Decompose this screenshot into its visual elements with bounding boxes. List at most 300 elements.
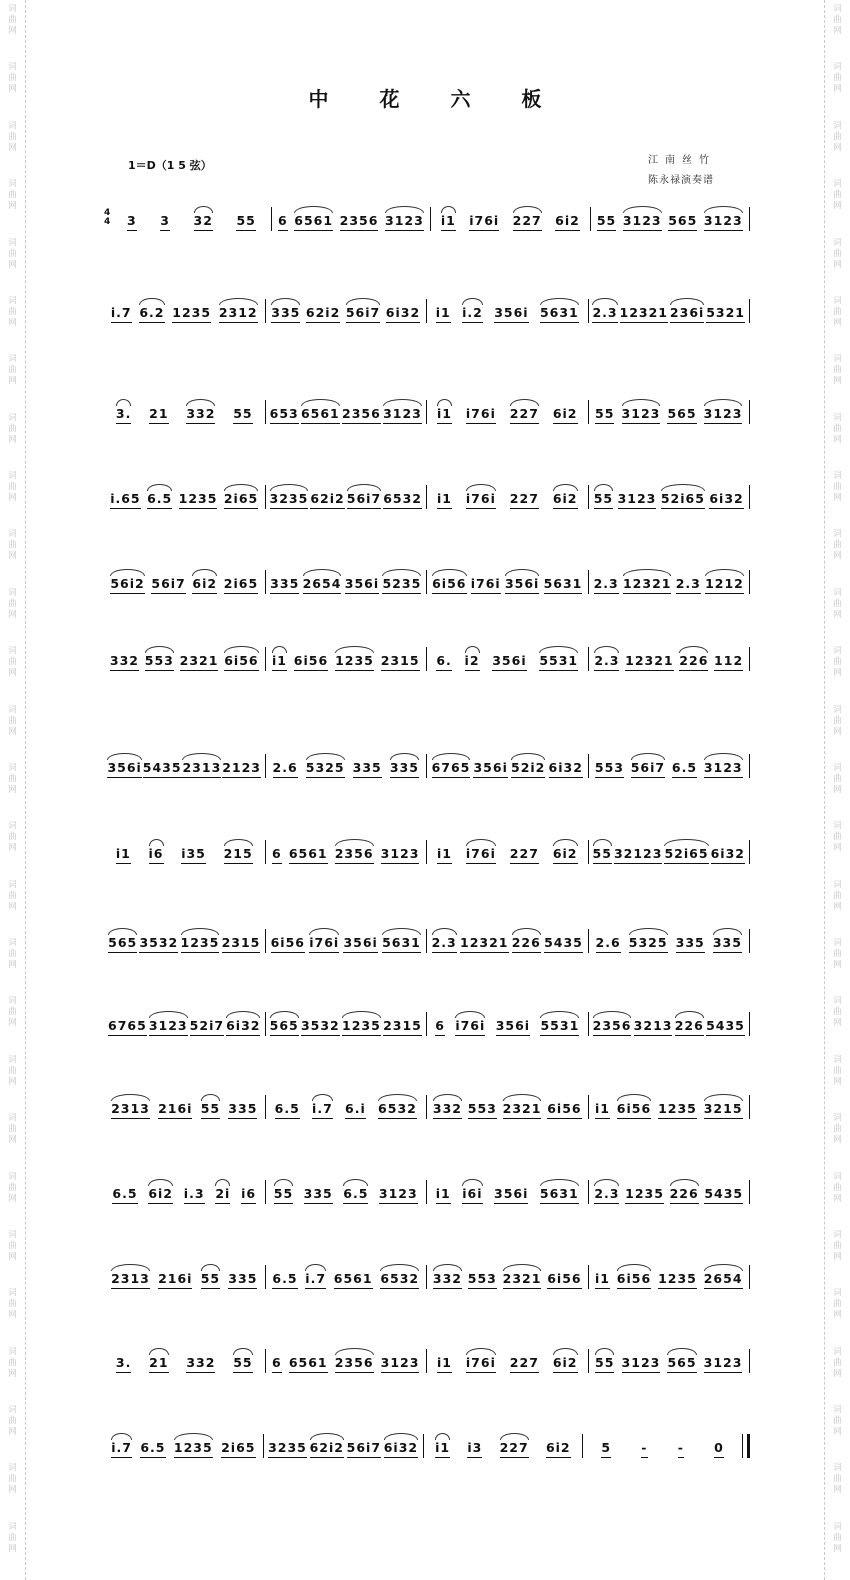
slur-mark <box>294 206 333 213</box>
slur-mark <box>594 1179 619 1186</box>
score-title: 中 花 六 板 <box>308 87 564 111</box>
beat-group <box>236 203 255 231</box>
beat-group <box>382 925 421 953</box>
beat-group <box>512 925 541 953</box>
beat-group <box>110 481 140 509</box>
watermark-mark: 词 曲 网 <box>8 295 17 328</box>
note-group: 5235 <box>382 576 421 594</box>
beat-group <box>303 566 342 594</box>
beat-group <box>704 203 743 231</box>
note-group: 5435 <box>544 935 583 953</box>
slur-mark <box>510 399 539 406</box>
watermark-mark: 词 曲 网 <box>833 237 842 270</box>
note-group: 3123 <box>622 406 661 424</box>
watermark-mark: 词 曲 网 <box>833 996 842 1029</box>
beat-group <box>335 643 374 671</box>
slur-mark <box>382 569 421 576</box>
measure <box>589 645 750 671</box>
slur-mark <box>149 1348 168 1355</box>
score-line <box>104 1093 750 1119</box>
note-group: i1 <box>116 846 131 864</box>
beat-group <box>511 750 545 778</box>
beat-group <box>111 1430 132 1458</box>
note-group: 335 <box>713 935 742 953</box>
beat-group <box>466 836 496 864</box>
beat-group <box>676 566 701 594</box>
barline <box>749 570 750 594</box>
note-group: 2.3 <box>432 935 457 953</box>
slur-mark <box>661 484 705 491</box>
beat-group <box>182 750 221 778</box>
beat-group <box>595 750 624 778</box>
note-group: 6i32 <box>384 1440 418 1458</box>
measure <box>589 1010 750 1036</box>
note-group: 1235 <box>658 1101 697 1119</box>
watermark-mark: 词 曲 网 <box>833 762 842 795</box>
note-group: 565 <box>667 406 696 424</box>
note-group: 3123 <box>383 406 422 424</box>
barline <box>749 647 750 671</box>
note-group: 3123 <box>381 846 420 864</box>
watermark-mark: 词 曲 网 <box>8 354 17 387</box>
watermark-mark: 词 曲 网 <box>8 704 17 737</box>
beat-group <box>224 481 258 509</box>
barline <box>749 1095 750 1119</box>
note-group: 3. <box>116 1355 131 1373</box>
beat-group <box>467 1430 482 1458</box>
beat-group <box>272 643 287 671</box>
note-group: 62i2 <box>310 1440 344 1458</box>
note-group: 226 <box>675 1018 704 1036</box>
beat-group <box>224 836 253 864</box>
note-group: 335 <box>271 305 300 323</box>
watermark-mark: 词 曲 网 <box>833 295 842 328</box>
note-group: i.7 <box>111 1440 132 1458</box>
note-group: 2.3 <box>592 305 617 323</box>
note-group: 6i32 <box>226 1018 260 1036</box>
note-group: 2321 <box>503 1101 542 1119</box>
beat-group <box>510 481 539 509</box>
note-group: 6.5 <box>140 1440 165 1458</box>
slur-mark <box>592 298 617 305</box>
measure <box>266 568 427 594</box>
note-group: 5531 <box>539 653 578 671</box>
slur-mark <box>432 753 471 760</box>
note-group: 55 <box>236 213 255 231</box>
slur-mark <box>378 1094 417 1101</box>
note-group: i76i <box>466 846 496 864</box>
watermark-mark: 词 曲 网 <box>8 62 17 95</box>
beat-group <box>224 566 258 594</box>
watermark-mark: 词 曲 网 <box>8 529 17 562</box>
note-group: i76i <box>455 1018 485 1036</box>
slur-mark <box>594 646 619 653</box>
note-group: 356i <box>494 305 528 323</box>
beat-group <box>241 1176 256 1204</box>
beat-group <box>547 1091 581 1119</box>
note-group: 227 <box>510 491 539 509</box>
slur-mark <box>192 569 217 576</box>
watermark-mark: 词 曲 网 <box>8 1054 17 1087</box>
beat-group <box>228 1091 257 1119</box>
note-group: 6i2 <box>555 213 580 231</box>
note-group: i1 <box>437 1355 452 1373</box>
note-group: 553 <box>595 760 624 778</box>
watermark-mark: 词 曲 网 <box>833 1463 842 1496</box>
slur-mark <box>594 484 613 491</box>
note-group: 335 <box>390 760 419 778</box>
beat-group <box>272 1261 297 1289</box>
measure <box>589 1347 750 1373</box>
slur-mark <box>553 484 578 491</box>
note-group: 12321 <box>623 576 672 594</box>
note-group: 56i7 <box>347 1440 381 1458</box>
measure <box>427 1263 588 1289</box>
slur-mark <box>433 1264 462 1271</box>
note-group: i76i <box>309 935 339 953</box>
beat-group <box>140 1430 165 1458</box>
slur-mark <box>465 646 480 653</box>
note-group: i3 <box>467 1440 482 1458</box>
key-signature: 1＝D（1 5 弦） <box>128 159 212 172</box>
beat-group <box>629 925 668 953</box>
note-group: 3532 <box>301 1018 340 1036</box>
beat-group <box>553 396 578 424</box>
slur-mark <box>466 1348 496 1355</box>
beat-group <box>704 396 743 424</box>
beat-group <box>270 396 299 424</box>
note-group: 1235 <box>335 653 374 671</box>
beat-group <box>469 203 499 231</box>
beat-group <box>149 1345 168 1373</box>
barline <box>749 754 750 778</box>
note-group: 2315 <box>383 1018 422 1036</box>
beat-group <box>592 295 617 323</box>
note-group: 12321 <box>620 305 669 323</box>
beat-group <box>597 203 616 231</box>
watermark-mark: 词 曲 网 <box>833 704 842 737</box>
note-group: 3123 <box>623 213 662 231</box>
beat-group <box>111 1091 150 1119</box>
note-group: 3123 <box>379 1186 418 1204</box>
slur-mark <box>301 399 340 406</box>
note-group: 5631 <box>540 305 579 323</box>
note-group: 6561 <box>301 406 340 424</box>
beat-group <box>345 1091 366 1119</box>
final-barline <box>742 1434 750 1458</box>
beat-group <box>116 836 131 864</box>
beat-group <box>353 750 382 778</box>
note-group: 6. <box>436 653 451 671</box>
beat-group <box>553 481 578 509</box>
slur-mark <box>271 298 300 305</box>
note-group: 6765 <box>432 760 471 778</box>
slur-mark <box>382 928 421 935</box>
note-group: 6i32 <box>711 846 745 864</box>
beat-group <box>494 295 528 323</box>
beat-group <box>112 1176 137 1204</box>
beat-group <box>704 750 743 778</box>
note-group: i.65 <box>110 491 140 509</box>
beat-group <box>510 396 539 424</box>
beat-group <box>661 481 705 509</box>
note-group: 3123 <box>381 1355 420 1373</box>
slur-mark <box>270 1011 299 1018</box>
watermark-mark: 词 曲 网 <box>8 1229 17 1262</box>
beat-group <box>382 566 421 594</box>
beat-group <box>634 1008 673 1036</box>
beat-group <box>465 643 480 671</box>
measure <box>266 645 427 671</box>
beat-group <box>294 203 333 231</box>
note-group: 3215 <box>704 1101 743 1119</box>
note-group: 332 <box>186 406 215 424</box>
slur-mark <box>306 753 345 760</box>
beat-group <box>147 481 172 509</box>
note-group: 227 <box>510 406 539 424</box>
beat-group <box>275 1091 300 1119</box>
beat-group <box>714 1430 724 1458</box>
note-group: i2 <box>465 653 480 671</box>
slur-mark <box>441 206 456 213</box>
note-group: 6i2 <box>553 406 578 424</box>
watermark-mark: 词 曲 网 <box>8 471 17 503</box>
beat-group <box>149 836 164 864</box>
note-group: 55 <box>201 1101 220 1119</box>
beat-group <box>107 750 141 778</box>
note-group: i1 <box>437 406 452 424</box>
note-group: 2356 <box>593 1018 632 1036</box>
barline <box>749 1012 750 1036</box>
watermark-mark: 词 曲 网 <box>8 1171 17 1204</box>
note-group: 215 <box>224 846 253 864</box>
beat-group <box>139 925 178 953</box>
beat-group <box>289 1345 328 1373</box>
beat-group <box>334 1261 373 1289</box>
measure <box>589 483 750 509</box>
score-line <box>104 483 750 509</box>
note-group: 2.3 <box>676 576 701 594</box>
beat-group <box>271 295 300 323</box>
beat-group <box>711 836 745 864</box>
score-line <box>104 205 750 231</box>
note-group: 55 <box>597 213 616 231</box>
beat-group <box>462 1176 482 1204</box>
note-group: 2356 <box>335 1355 374 1373</box>
note-group: 32 <box>194 213 213 231</box>
note-group: 56i2 <box>110 576 144 594</box>
beat-group <box>471 566 501 594</box>
note-group: 2321 <box>180 653 219 671</box>
note-group: 6i2 <box>553 846 578 864</box>
slur-mark <box>704 1094 743 1101</box>
note-group: 6 <box>272 1355 282 1373</box>
slur-mark <box>385 206 424 213</box>
beat-group <box>226 1008 260 1036</box>
slur-mark <box>309 928 339 935</box>
beat-group <box>601 1430 611 1458</box>
beat-group <box>378 1091 417 1119</box>
beat-group <box>347 1430 381 1458</box>
watermark-mark: 词 曲 网 <box>833 821 842 854</box>
measure <box>589 297 750 323</box>
note-group: 2i <box>215 1186 230 1204</box>
slur-mark <box>432 569 466 576</box>
slur-mark <box>201 1094 220 1101</box>
beat-group <box>224 643 258 671</box>
watermark-mark: 词 曲 网 <box>833 1229 842 1262</box>
slur-mark <box>540 1011 579 1018</box>
beat-group <box>343 925 377 953</box>
note-group: 332 <box>433 1271 462 1289</box>
beat-group <box>268 1430 307 1458</box>
note-group: 1235 <box>658 1271 697 1289</box>
measure <box>104 752 265 778</box>
slur-mark <box>455 1011 485 1018</box>
beat-group <box>270 481 309 509</box>
beat-group <box>151 566 185 594</box>
slur-mark <box>145 646 174 653</box>
slur-mark <box>174 1433 213 1440</box>
beat-group <box>437 481 452 509</box>
note-group: 356i <box>343 935 377 953</box>
measure <box>104 1263 265 1289</box>
note-group: i1 <box>437 491 452 509</box>
watermark-mark: 词 曲 网 <box>833 1346 842 1379</box>
note-group: 6i32 <box>549 760 583 778</box>
slur-mark <box>305 1264 326 1271</box>
slur-mark <box>512 928 541 935</box>
beat-group <box>186 1345 215 1373</box>
note-group: 227 <box>510 1355 539 1373</box>
note-group: 6i56 <box>271 935 305 953</box>
slur-mark <box>149 1011 188 1018</box>
beat-group <box>301 1008 340 1036</box>
note-group: 6561 <box>294 213 333 231</box>
beat-group <box>342 1008 381 1036</box>
beat-group <box>233 1345 252 1373</box>
barline <box>749 299 750 323</box>
note-group: 6532 <box>378 1101 417 1119</box>
note-group: 335 <box>676 935 705 953</box>
slur-mark <box>342 1011 381 1018</box>
beat-group <box>466 1345 496 1373</box>
watermark-mark: 词 曲 网 <box>833 120 842 153</box>
measure <box>104 1347 265 1373</box>
beat-group <box>668 203 697 231</box>
note-group: 335 <box>228 1271 257 1289</box>
beat-group <box>622 396 661 424</box>
beat-group <box>441 203 456 231</box>
watermark-mark: 词 曲 网 <box>8 179 17 212</box>
beat-group <box>546 1430 571 1458</box>
watermark-mark: 词 曲 网 <box>833 879 842 912</box>
note-group: 3532 <box>139 935 178 953</box>
watermark-mark: 词 曲 网 <box>833 646 842 679</box>
beat-group <box>540 1176 579 1204</box>
beat-group <box>593 1008 632 1036</box>
note-group: 55 <box>595 1355 614 1373</box>
slur-mark <box>224 646 258 653</box>
measure <box>427 1093 588 1119</box>
beat-group <box>143 750 182 778</box>
beat-group <box>468 1261 497 1289</box>
note-group: 553 <box>468 1271 497 1289</box>
note-group: 6i32 <box>709 491 743 509</box>
measure <box>266 838 427 864</box>
slur-mark <box>224 484 258 491</box>
watermark-mark: 词 曲 网 <box>833 1405 842 1437</box>
note-group: 5 <box>601 1440 611 1458</box>
note-group: - <box>641 1440 647 1458</box>
watermark-mark: 词 曲 网 <box>8 938 17 970</box>
measure <box>589 398 750 424</box>
note-group: 335 <box>353 760 382 778</box>
beat-group <box>148 1176 173 1204</box>
note-group: 226 <box>512 935 541 953</box>
slur-mark <box>226 1011 260 1018</box>
slur-mark <box>631 753 665 760</box>
beat-group <box>625 643 674 671</box>
slur-mark <box>215 1179 230 1186</box>
barline <box>749 485 750 509</box>
measure <box>104 297 265 323</box>
slur-mark <box>466 839 496 846</box>
measure <box>266 752 427 778</box>
slur-mark <box>664 839 708 846</box>
slur-mark <box>511 753 545 760</box>
slur-mark <box>704 753 743 760</box>
beat-group <box>432 925 457 953</box>
note-group: 56i7 <box>347 491 381 509</box>
beat-group <box>617 1091 651 1119</box>
beat-group <box>658 1091 697 1119</box>
measure <box>427 398 588 424</box>
note-group: 6i2 <box>546 1440 571 1458</box>
beat-group <box>437 396 452 424</box>
measure <box>104 838 265 864</box>
slur-mark <box>704 206 743 213</box>
beat-group <box>305 1261 326 1289</box>
score-line <box>104 927 750 953</box>
note-group: 2i65 <box>224 576 258 594</box>
note-group: 227 <box>513 213 542 231</box>
measure <box>589 1093 750 1119</box>
note-group: 32123 <box>614 846 663 864</box>
note-group: i.2 <box>462 305 483 323</box>
note-group: i1 <box>436 305 451 323</box>
note-group: 12321 <box>625 653 674 671</box>
slur-mark <box>704 399 743 406</box>
note-group: 2.3 <box>594 1186 619 1204</box>
score-line <box>104 1178 750 1204</box>
note-group: 216i <box>158 1271 192 1289</box>
beat-group <box>618 481 657 509</box>
measure <box>583 1432 742 1458</box>
beat-group <box>384 1430 418 1458</box>
beat-group <box>383 481 422 509</box>
measure <box>424 1432 583 1458</box>
beat-group <box>704 1345 743 1373</box>
barline <box>749 929 750 953</box>
note-group: 2654 <box>303 576 342 594</box>
note-group: 6.5 <box>672 760 697 778</box>
beat-group <box>510 1345 539 1373</box>
note-group: 6561 <box>289 1355 328 1373</box>
note-group: 5435 <box>706 1018 745 1036</box>
beat-group <box>667 396 696 424</box>
measure <box>266 1010 427 1036</box>
